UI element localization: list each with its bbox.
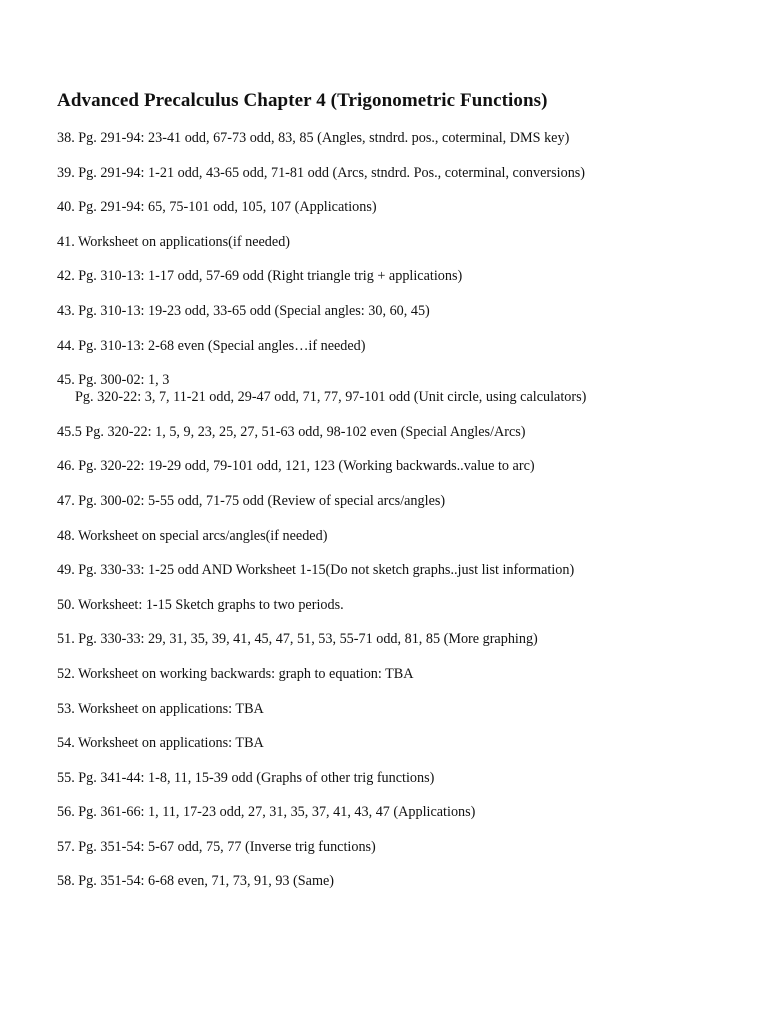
assignment-text: 38. Pg. 291-94: 23-41 odd, 67-73 odd, 83, 85 (Angles, stndrd. pos., coterminal, DMS key) [57, 130, 570, 146]
assignment-entry [57, 562, 747, 579]
assignment-entry [57, 735, 747, 752]
assignment-text: 49. Pg. 330-33: 1-25 odd AND Worksheet 1-15(Do not sketch graphs..just list information) [57, 562, 575, 579]
assignment-entry [57, 873, 747, 890]
assignment-text: 54. Worksheet on applications: TBA [57, 735, 264, 752]
assignment-entry [57, 458, 747, 475]
document-title: Advanced Precalculus Chapter 4 (Trigonometric Functions) [57, 90, 548, 111]
assignment-entry [57, 338, 747, 355]
assignment-text: 43. Pg. 310-13: 19-23 odd, 33-65 odd (Special angles: 30, 60, 45) [57, 302, 430, 319]
assignment-entry [57, 666, 747, 683]
assignment-entry [57, 234, 747, 251]
assignment-text: 55. Pg. 341-44: 1-8, 11, 15-39 odd (Graphs of other trig functions) [57, 769, 435, 786]
assignment-text: 39. Pg. 291-94: 1-21 odd, 43-65 odd, 71-81 odd (Arcs, stndrd. Pos., coterminal, conversions) [57, 164, 586, 181]
assignment-continuation: Pg. 320-22: 3, 7, 11-21 odd, 29-47 odd, 71, 77, 97-101 odd (Unit circle, using calculators) [75, 389, 587, 406]
assignment-text: 51. Pg. 330-33: 29, 31, 35, 39, 41, 45, 47, 51, 53, 55-71 odd, 81, 85 (More graphing) [57, 631, 538, 648]
assignment-text: 46. Pg. 320-22: 19-29 odd, 79-101 odd, 121, 123 (Working backwards..value to arc) [57, 458, 535, 475]
assignment-text: 44. Pg. 310-13: 2-68 even (Special angles…if needed) [57, 337, 366, 354]
assignment-entry [57, 631, 747, 648]
assignment-text: 45.5 Pg. 320-22: 1, 5, 9, 23, 25, 27, 51-63 odd, 98-102 even (Special Angles/Arcs) [57, 423, 526, 440]
assignment-text: 58. Pg. 351-54: 6-68 even, 71, 73, 91, 93 (Same) [57, 873, 335, 890]
assignment-entry [57, 303, 747, 320]
assignment-text: 57. Pg. 351-54: 5-67 odd, 75, 77 (Inverse trig functions) [57, 838, 376, 855]
assignment-entry [57, 268, 747, 285]
assignment-text: 56. Pg. 361-66: 1, 11, 17-23 odd, 27, 31, 35, 37, 41, 43, 47 (Applications) [57, 804, 476, 821]
assignment-text: 52. Worksheet on working backwards: graph to equation: TBA [57, 665, 414, 682]
assignment-entry [57, 804, 747, 821]
assignment-entry [57, 165, 747, 182]
assignment-entry [57, 493, 747, 510]
assignment-entry [57, 701, 747, 718]
assignment-entry [57, 199, 747, 216]
assignment-entry [57, 528, 747, 545]
assignment-text: 53. Worksheet on applications: TBA [57, 700, 264, 717]
assignment-list [57, 130, 747, 890]
assignment-text: 40. Pg. 291-94: 65, 75-101 odd, 105, 107 (Applications) [57, 199, 377, 216]
assignment-entry [57, 597, 747, 614]
assignment-entry [57, 770, 747, 787]
assignment-entry [57, 130, 747, 147]
assignment-entry [57, 839, 747, 856]
assignment-text: 47. Pg. 300-02: 5-55 odd, 71-75 odd (Review of special arcs/angles) [57, 492, 446, 509]
assignment-text: 50. Worksheet: 1-15 Sketch graphs to two periods. [57, 596, 344, 613]
assignment-entry [57, 372, 747, 406]
assignment-text: 48. Worksheet on special arcs/angles(if needed) [57, 527, 328, 544]
assignment-text: 42. Pg. 310-13: 1-17 odd, 57-69 odd (Right triangle trig + applications) [57, 268, 463, 285]
assignment-entry [57, 424, 747, 441]
assignment-text: 41. Worksheet on applications(if needed) [57, 233, 291, 250]
assignment-text: 45. Pg. 300-02: 1, 3 [57, 372, 170, 389]
